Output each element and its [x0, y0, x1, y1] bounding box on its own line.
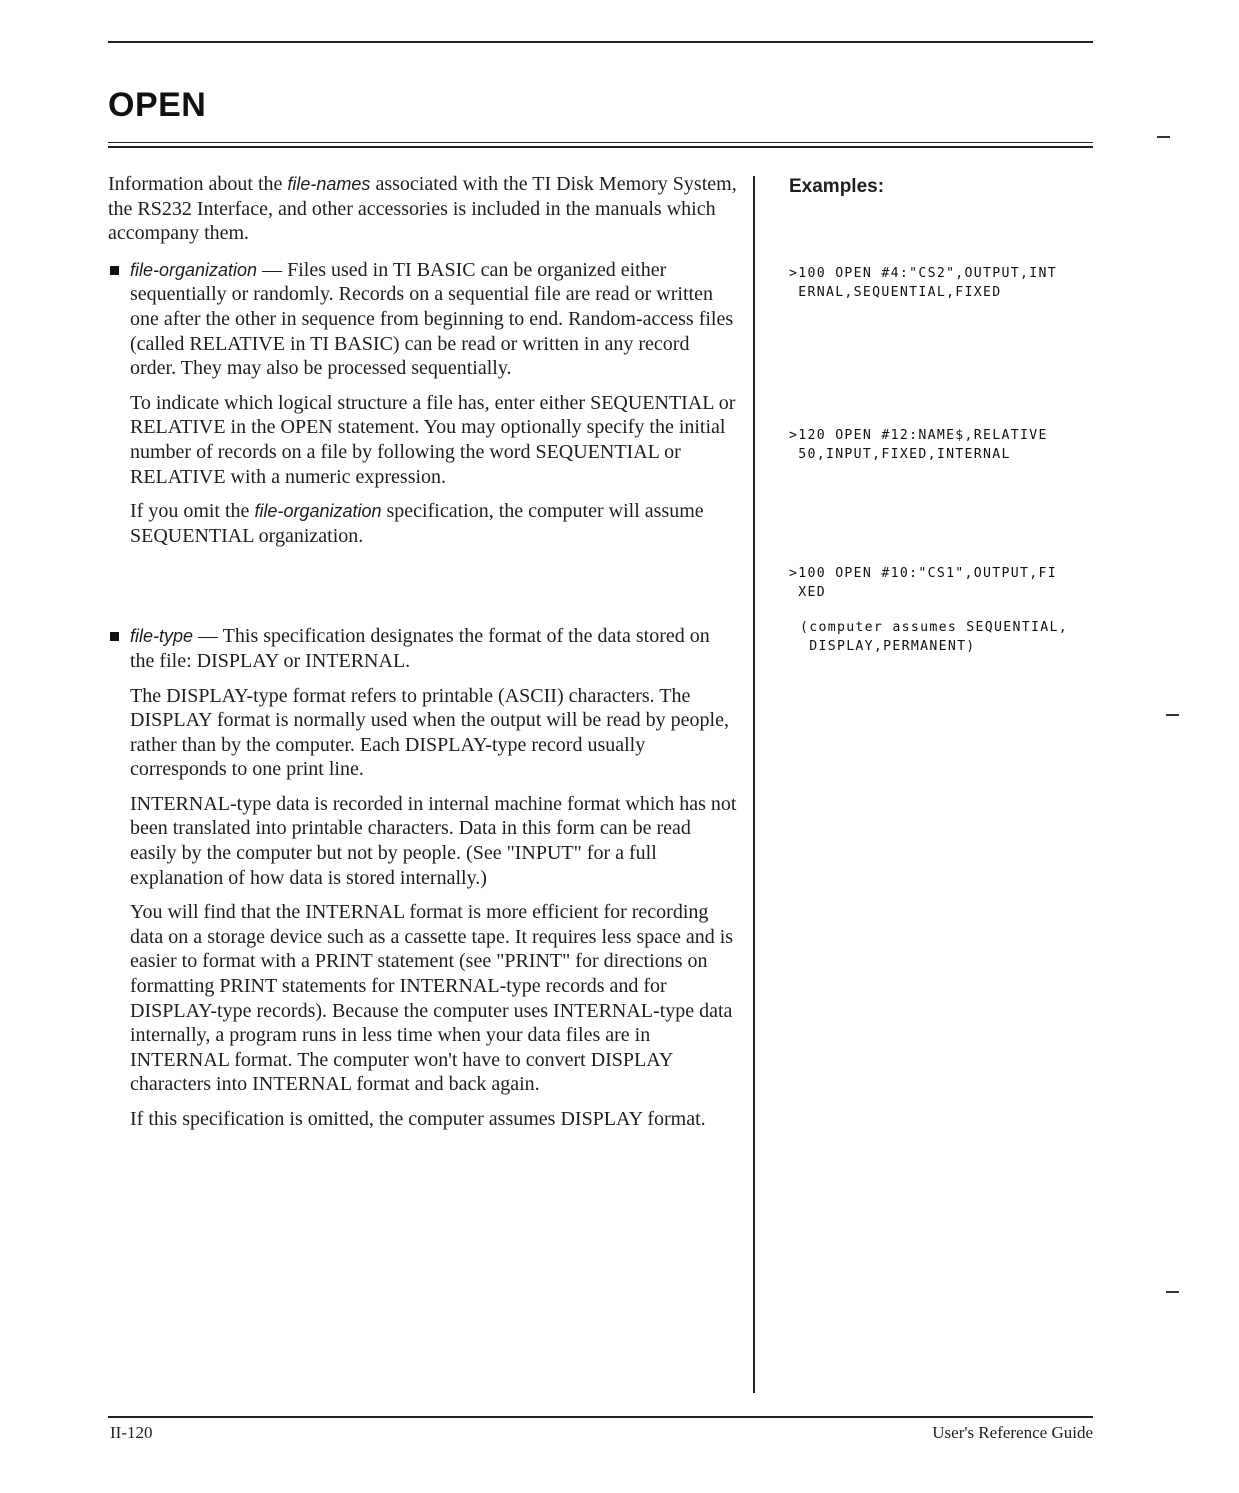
- title-rule-thin: [108, 142, 1093, 143]
- file-type-description: file-type — This specification designates the format of the data stored on the file: DISPLAY or INTERNAL.: [130, 625, 710, 672]
- file-organization-description: file-organization — Files used in TI BASIC can be organized either sequentially or randomly. Records on a sequential file are read or written one after the other in sequence from beginning to end. Random-access files (called RELATIVE in TI BASIC) can be read or written in any record order. They may also be processed sequentially.: [130, 258, 734, 380]
- file-organization-item: [108, 258, 738, 381]
- top-rule: [108, 41, 1093, 43]
- bullet-icon: [110, 266, 119, 275]
- file-organization-term: file-organization: [130, 259, 258, 280]
- example-3: >100 OPEN #10:"CS1",OUTPUT,FI XED: [789, 566, 1057, 600]
- file-type-item: [108, 624, 738, 673]
- bullet-icon: [110, 632, 119, 641]
- title-rule-thick: [108, 146, 1093, 148]
- display-format-paragraph: The DISPLAY-type format refers to printable (ASCII) characters. The DISPLAY format is normally used when the output will be read by people, rather than by the computer. Each DISPLAY-type record usually corresponds to one print line.: [130, 684, 729, 781]
- page-number: II-120: [110, 1423, 153, 1442]
- file-type-default: If this specification is omitted, the computer assumes DISPLAY format.: [130, 1108, 706, 1130]
- internal-efficiency-paragraph: You will find that the INTERNAL format is more efficient for recording data on a storage device such as a cassette tape. It requires less space and is easier to format with a PRINT statement (see "PRINT" for directions on formatting PRINT statements for INTERNAL-type records and for DISPLAY-type records). Because the computer uses INTERNAL-type data internally, a program runs in less time when your data files are in INTERNAL format. The computer won't have to convert DISPLAY characters into INTERNAL format and back again.: [130, 901, 734, 1096]
- internal-format-paragraph: INTERNAL-type data is recorded in internal machine format which has not been translated into printable characters. Data in this form can be read easily by the computer but not by people. (See "INPUT" for a full explanation of how data is stored internally.): [130, 792, 737, 889]
- intro-paragraph: Information about the file-names associated with the TI Disk Memory System, the RS232 Interface, and other accessories is included in the manuals which accompany them.: [108, 173, 737, 245]
- example-1: >100 OPEN #4:"CS2",OUTPUT,INT ERNAL,SEQUENTIAL,FIXED: [789, 266, 1057, 300]
- guide-title: User's Reference Guide: [932, 1423, 1093, 1442]
- file-organization-default: If you omit the file-organization specification, the computer will assume SEQUENTIAL organization.: [130, 500, 704, 547]
- margin-mark: [1166, 1291, 1179, 1293]
- page-title: OPEN: [108, 86, 207, 124]
- margin-mark: [1157, 136, 1170, 138]
- margin-mark: [1166, 714, 1179, 716]
- main-text-column: [108, 172, 738, 1142]
- examples-heading: Examples:: [789, 176, 885, 197]
- file-type-term: file-type: [130, 626, 194, 647]
- file-organization-term: file-organization: [254, 501, 382, 522]
- column-divider: [753, 176, 755, 1393]
- file-organization-structure: To indicate which logical structure a file has, enter either SEQUENTIAL or RELATIVE in the OPEN statement. You may optionally specify the initial number of records on a file by following the word SEQUENTIAL or RELATIVE with a numeric expression.: [130, 391, 736, 488]
- example-3-note: (computer assumes SEQUENTIAL, DISPLAY,PERMANENT): [800, 620, 1068, 654]
- file-names-term: file-names: [287, 174, 371, 194]
- example-2: >120 OPEN #12:NAME$,RELATIVE 50,INPUT,FIXED,INTERNAL: [789, 428, 1048, 462]
- bottom-rule: [108, 1416, 1093, 1418]
